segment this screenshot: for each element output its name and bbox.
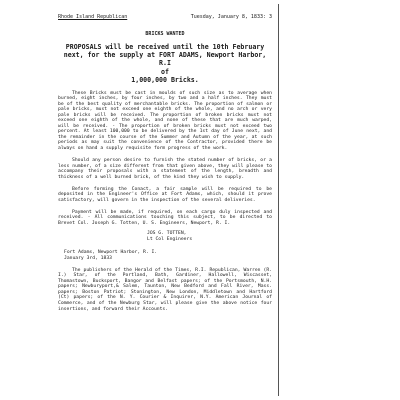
signature-name: JOS G. TOTTEN, [147,231,187,236]
article-title: BRICKS WANTED [145,31,185,37]
article-headline [58,43,272,84]
dateline-place: Fort Adams, Newport Harbor, R. I. [64,250,158,256]
column-divider [278,4,279,396]
body-paragraph: Payment will be made, if required, on each cargo duly inspected and received. - All communications touching this subject, to be directed to Brevet Col. Joseph G. Totten, U. S. Engineers, Newport, R. I. [58,209,272,226]
dateline-date: January 3rd, 1833 [64,255,112,261]
signature-title: Lt Col Engineers [147,236,193,242]
article-column [58,14,272,312]
closing-paragraph: The publishers of the Herald of the Times, R.I. Republican, Warren (R. I.) Star, of the Portland, Bath, Gardiner, Hallowell, Wiscasset, Thomastown, Bucksport, Bangor and Belfast papers; of the Portsmouth, N.H. papers; Newburyport,& Salem, Taunton, New Bedford and Fall River, Mass. papers; Boston Patriot; Stonington, New London, Middletown and Hartford (Ct) papers; of the N. Y. Courier & Inquirer, N.Y. American Journal of Commerce, and of the Newburg Star, will please give the above notice four insertions, and forward their Accounts. [58,267,272,312]
body-paragraph: Before forming the Conact, a fair sample will be required to be deposited in the Engineer's Office at Fort Adams, which, should it prove satisfactory, will govern in the inspection of the several deliveries. [58,186,272,203]
headline-line: PROPOSALS will be received until the 10th February [65,43,265,51]
headline-line: of [161,67,169,76]
body-paragraph: These Bricks must be cast in moulds of such size as to average when burned, eight inches, by four inches, by two and a half inches. They must be of the best quality of merchantable bricks. The proportion of salmon or pale bricks, must not exceed one eighth of the whole, and no arch or very pale bricks will be received. The proportion of broken bricks must not exceed one eighth of the whole, and none of these that are much warped, will be received. - The proportion of broken bricks must not exceed two percent. At least 100,000 to be delivered by the 1st day of June next, and the remainder in the course of the Summer and Autumn of the year, at such periods as may suit the convenience of the Contractor, provided there be always on hand a supply requisite form progress of the work. [58,90,272,151]
headline-line: next, for the supply at FORT ADAMS, Newport Harbor, R.I [63,51,267,68]
headline-line: 1,000,000 Bricks. [131,75,199,84]
publication-name: Rhode Island Republican [58,14,128,20]
publication-date: Tuesday, January 8, 1833: 3 [190,14,272,20]
page-header [58,14,272,20]
body-paragraph: Should any person desire to furnish the stated number of bricks, or a less number, of a size different from that given above, they will please to accompany their proposals with a statement of the length, breadth and thickness of a well burned brick, of the kind they wish to supply. [58,158,272,180]
dateline [58,250,272,261]
signature-block [58,231,272,242]
